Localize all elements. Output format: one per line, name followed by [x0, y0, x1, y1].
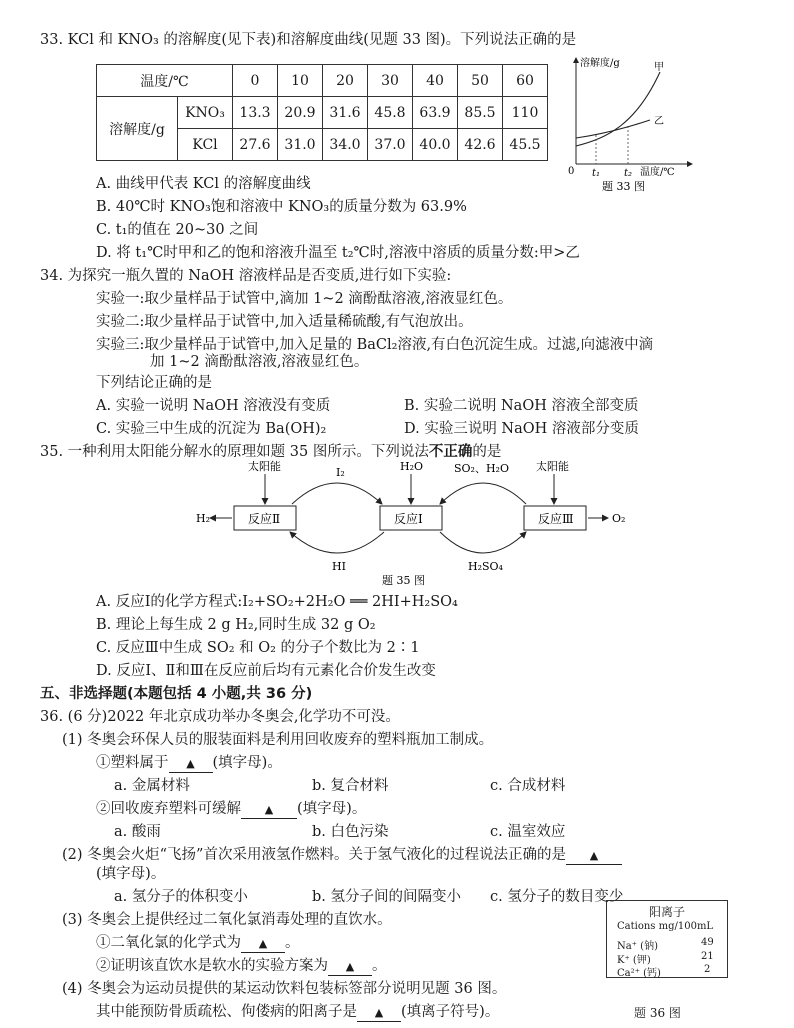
reaction-1-label: 反应Ⅰ: [394, 512, 423, 526]
so2-h2o-label: SO₂、H₂O: [454, 462, 509, 475]
solubility-curve-figure: [556, 52, 696, 194]
q36-part1a-opt-b[interactable]: b. 复合材料: [312, 778, 389, 794]
reaction-3-label: 反应Ⅲ: [538, 512, 574, 526]
figure-33-caption: 题 33 图: [602, 180, 645, 193]
figure-35-caption: 题 35 图: [382, 574, 425, 586]
reaction-2-label: 反应Ⅱ: [248, 512, 281, 526]
cation-row-name: Na⁺ (钠): [617, 941, 658, 952]
curve-a-label: 甲: [654, 62, 664, 73]
cation-label-subtitle: Cations mg/100mL: [617, 921, 714, 932]
answer-blank[interactable]: ▲: [169, 756, 213, 773]
table-cell: 85.5: [458, 97, 503, 129]
solar-energy-right-label: 太阳能: [536, 460, 569, 473]
cation-label-title: 阳离子: [649, 905, 686, 919]
table-cell: 42.6: [458, 129, 503, 161]
q33-option-b[interactable]: B. 40℃时 KNO₃饱和溶液中 KNO₃的质量分数为 63.9%: [96, 199, 467, 215]
q35-option-a[interactable]: A. 反应Ⅰ的化学方程式:I₂+SO₂+2H₂O ══ 2HI+H₂SO₄: [96, 594, 458, 610]
q34-option-a[interactable]: A. 实验一说明 NaOH 溶液没有变质: [96, 398, 331, 414]
q35-stem-c: 的是: [472, 444, 502, 460]
q36-part3a-pre: ①二氧化氯的化学式为: [96, 935, 241, 951]
h2-output-label: H₂: [196, 512, 211, 525]
temp-header: 温度/℃: [97, 65, 233, 97]
i2-label: I₂: [336, 466, 345, 479]
water-input-label: H₂O: [400, 460, 424, 473]
table-cell: 37.0: [368, 129, 413, 161]
q36-part1a: [96, 753, 282, 773]
answer-blank[interactable]: ▲: [241, 936, 285, 953]
q36-part4-b: [96, 1002, 499, 1022]
table-cell: 27.6: [233, 129, 278, 161]
q34-option-d[interactable]: D. 实验三说明 NaOH 溶液部分变质: [404, 421, 639, 437]
q35-stem-a: 35. 一种利用太阳能分解水的原理如题 35 图所示。下列说法: [40, 444, 429, 460]
q36-part1b-opt-c[interactable]: c. 温室效应: [490, 824, 566, 840]
o2-output-label: O₂: [612, 512, 626, 525]
hi-arrow: [290, 532, 384, 553]
q36-part1a-post: (填字母)。: [212, 755, 282, 771]
table-cell: 13.3: [233, 97, 278, 129]
q35-option-d[interactable]: D. 反应Ⅰ、Ⅱ和Ⅲ在反应前后均有元素化合价发生改变: [96, 663, 436, 679]
q33-option-c[interactable]: C. t₁的值在 20~30 之间: [96, 222, 259, 238]
q36-part4-b-post: (填离子符号)。: [401, 1004, 500, 1020]
temp-cell: 10: [278, 65, 323, 97]
q34-ask: 下列结论正确的是: [96, 375, 212, 391]
q33-option-a[interactable]: A. 曲线甲代表 KCl 的溶解度曲线: [96, 176, 311, 192]
cation-row-name: K⁺ (钾): [617, 955, 651, 966]
q36-part1b-pre: ②回收废弃塑料可缓解: [96, 801, 241, 817]
q36-part3a: [96, 933, 300, 953]
h2so4-arrow: [440, 532, 526, 553]
table-cell: 31.0: [278, 129, 323, 161]
q36-stem: 36. (6 分)2022 年北京成功举办冬奥会,化学功不可没。: [40, 709, 400, 725]
q34-exp2: 实验二:取少量样品于试管中,加入适量稀硫酸,有气泡放出。: [96, 314, 473, 330]
t1-label: t₁: [592, 168, 601, 179]
q36-part3a-post: 。: [285, 935, 300, 951]
q36-part1: (1) 冬奥会环保人员的服装面料是利用回收废弃的塑料瓶加工制成。: [62, 732, 494, 748]
cation-row-value: 21: [701, 951, 714, 962]
curve-a: [576, 72, 660, 146]
table-cell: 45.8: [368, 97, 413, 129]
q36-part2-b: (填字母)。: [96, 866, 166, 882]
q36-part2: [62, 845, 622, 865]
q35-option-c[interactable]: C. 反应Ⅲ中生成 SO₂ 和 O₂ 的分子个数比为 2∶1: [96, 640, 420, 656]
q35-stem-emphasis: 不正确: [428, 444, 473, 460]
table-cell: 45.5: [503, 129, 548, 161]
table-cell: 20.9: [278, 97, 323, 129]
curve-b-label: 乙: [654, 116, 664, 127]
i2-arrow: [292, 483, 382, 504]
q36-part1b-opt-a[interactable]: a. 酸雨: [114, 824, 161, 840]
temp-cell: 40: [413, 65, 458, 97]
solubility-header: 溶解度/g: [97, 97, 178, 161]
q34-exp3-line1: 实验三:取少量样品于试管中,加入足量的 BaCl₂溶液,有白色沉淀生成。过滤,向滤液中滴: [96, 337, 654, 353]
q36-part1b: [96, 799, 366, 819]
q36-part2-opt-b[interactable]: b. 氢分子间的间隔变小: [312, 889, 461, 905]
q35-option-b[interactable]: B. 理论上每生成 2 g H₂,同时生成 32 g O₂: [96, 617, 376, 633]
q34-exp1: 实验一:取少量样品于试管中,滴加 1~2 滴酚酞溶液,溶液显红色。: [96, 291, 513, 307]
q33-option-d[interactable]: D. 将 t₁℃时甲和乙的饱和溶液升温至 t₂℃时,溶液中溶质的质量分数:甲>乙: [96, 245, 580, 261]
so2-h2o-arrow: [440, 483, 526, 504]
temp-cell: 20: [323, 65, 368, 97]
table-cell: 40.0: [413, 129, 458, 161]
table-cell: 110: [503, 97, 548, 129]
row-name: KCl: [178, 129, 233, 161]
temp-cell: 30: [368, 65, 413, 97]
temp-cell: 0: [233, 65, 278, 97]
q36-part3b-pre: ②证明该直饮水是软水的实验方案为: [96, 958, 328, 974]
solar-water-splitting-diagram: [196, 458, 636, 586]
solar-energy-left-label: 太阳能: [248, 460, 281, 473]
q36-part1b-opt-b[interactable]: b. 白色污染: [312, 824, 389, 840]
q36-part1a-opt-a[interactable]: a. 金属材料: [114, 778, 190, 794]
temp-cell: 50: [458, 65, 503, 97]
answer-blank[interactable]: ▲: [328, 959, 372, 976]
table-cell: 63.9: [413, 97, 458, 129]
hi-label: HI: [332, 560, 346, 573]
q36-part3b-post: 。: [372, 958, 387, 974]
q36-part4-b-pre: 其中能预防骨质疏松、佝偻病的阳离子是: [96, 1004, 357, 1020]
h2so4-label: H₂SO₄: [468, 560, 503, 573]
q33-stem: 33. KCl 和 KNO₃ 的溶解度(见下表)和溶解度曲线(见题 33 图)。下列说法正确的是: [40, 32, 577, 48]
section-5-heading: 五、非选择题(本题包括 4 小题,共 36 分): [40, 686, 313, 702]
curve-b: [576, 120, 650, 138]
q36-part3: (3) 冬奥会上提供经过二氧化氯消毒处理的直饮水。: [62, 912, 392, 928]
cation-row-value: 2: [704, 964, 711, 975]
origin-label: 0: [568, 166, 575, 177]
q34-exp3-line2: 加 1~2 滴酚酞溶液,溶液显红色。: [150, 354, 369, 370]
q34-option-b[interactable]: B. 实验二说明 NaOH 溶液全部变质: [404, 398, 639, 414]
q36-part4-a: (4) 冬奥会为运动员提供的某运动饮料包装标签部分说明见题 36 图。: [62, 981, 507, 997]
answer-blank[interactable]: ▲: [241, 802, 297, 819]
table-cell: 34.0: [323, 129, 368, 161]
q36-part1a-opt-c[interactable]: c. 合成材料: [490, 778, 566, 794]
q34-stem: 34. 为探究一瓶久置的 NaOH 溶液样品是否变质,进行如下实验:: [40, 268, 452, 284]
q36-part2-opt-a[interactable]: a. 氢分子的体积变小: [114, 889, 248, 905]
cation-label-box: [606, 900, 728, 978]
cation-row-name: Ca²⁺ (钙): [617, 968, 661, 979]
cation-row-value: 49: [701, 937, 714, 948]
answer-blank[interactable]: ▲: [566, 848, 622, 865]
q36-part2-opt-c[interactable]: c. 氢分子的数目变少: [490, 889, 624, 905]
q36-part1a-pre: ①塑料属于: [96, 755, 169, 771]
q36-part1b-post: (填字母)。: [297, 801, 367, 817]
q36-part2-a: (2) 冬奥会火炬“飞扬”首次采用液氢作燃料。关于氢气液化的过程说法正确的是: [62, 847, 566, 863]
figure-ylabel: 溶解度/g: [580, 58, 620, 69]
figure-xlabel: 温度/℃: [640, 167, 675, 178]
answer-blank[interactable]: ▲: [357, 1005, 401, 1022]
q34-option-c[interactable]: C. 实验三中生成的沉淀为 Ba(OH)₂: [96, 421, 327, 437]
figure-36-caption: 题 36 图: [634, 1006, 681, 1020]
q36-part3b: [96, 956, 387, 976]
row-name: KNO₃: [178, 97, 233, 129]
temp-cell: 60: [503, 65, 548, 97]
table-cell: 31.6: [323, 97, 368, 129]
t2-label: t₂: [624, 168, 633, 179]
solubility-table: [96, 64, 548, 161]
